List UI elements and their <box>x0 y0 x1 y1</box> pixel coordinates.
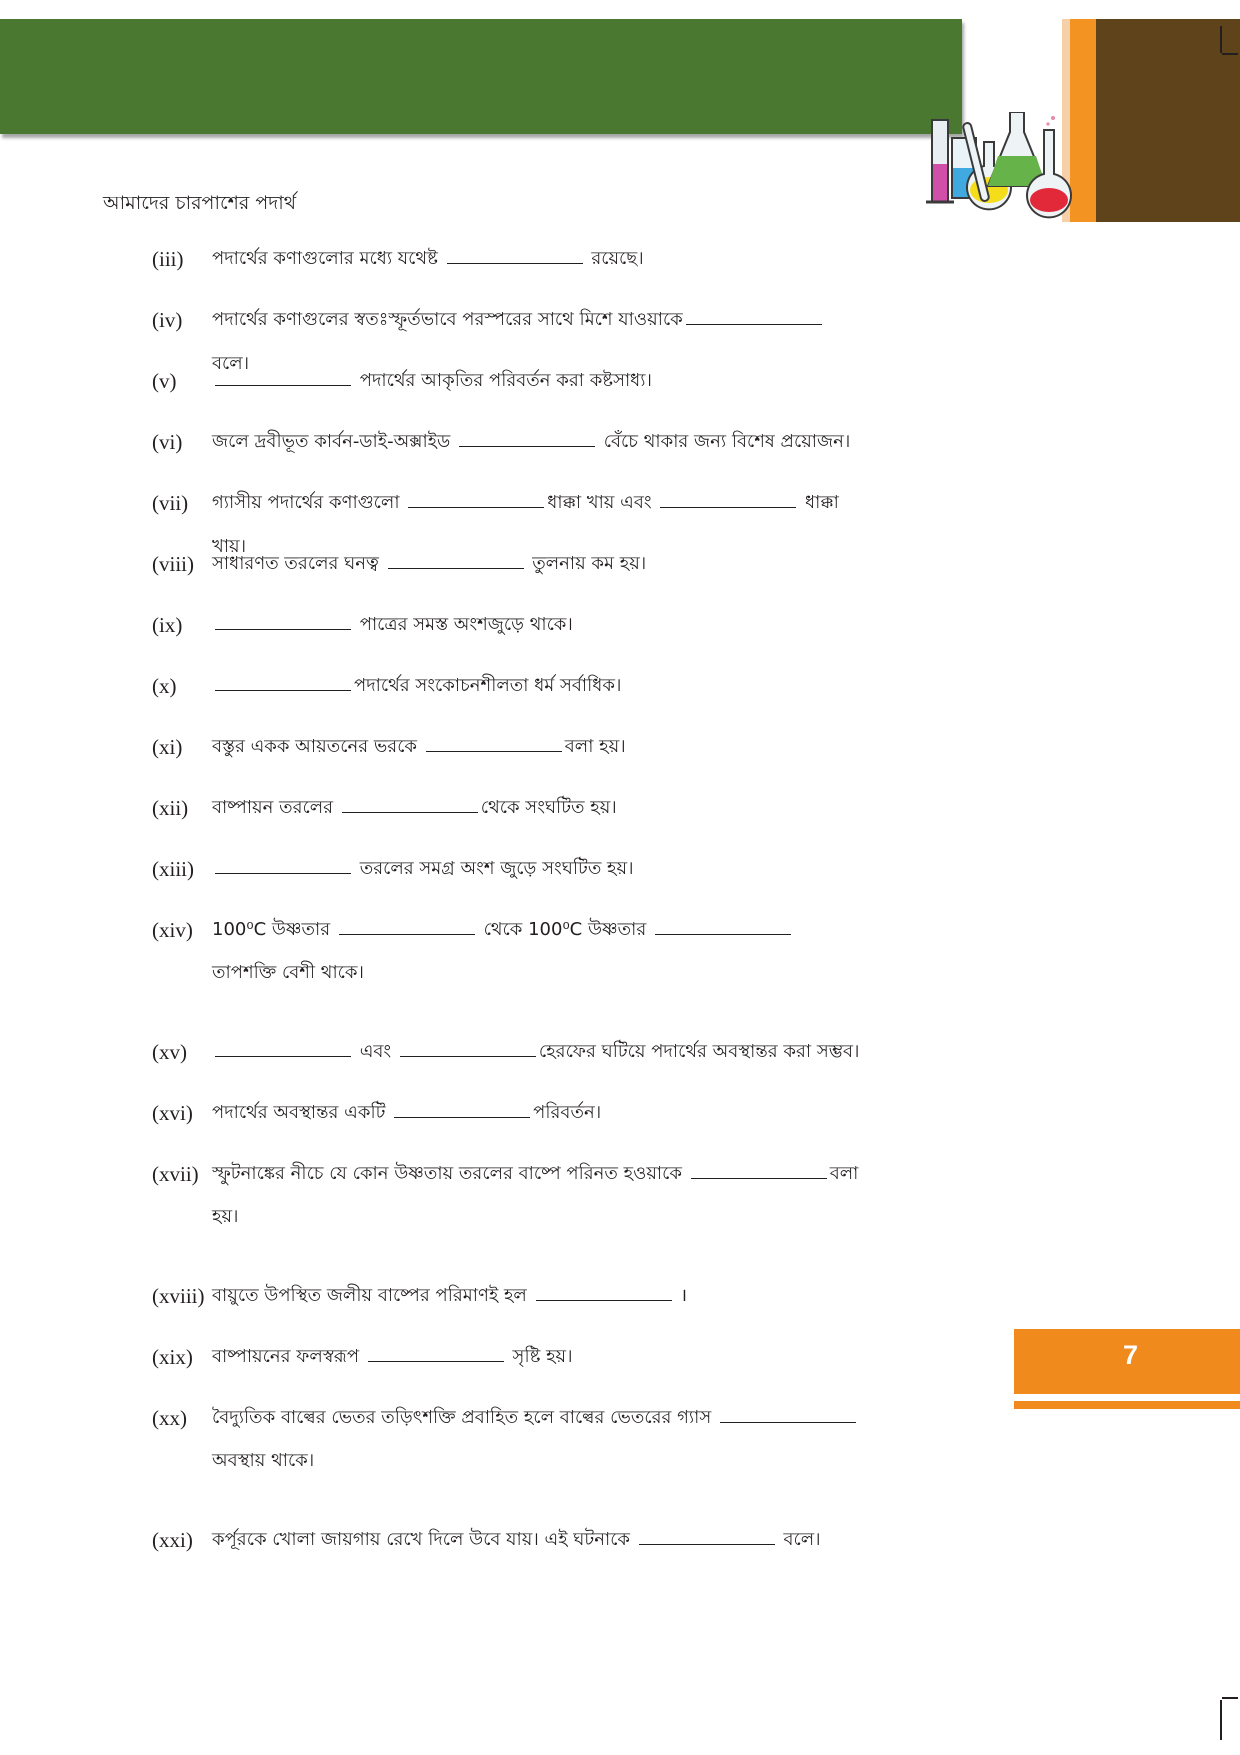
item-number: (iv) <box>152 308 183 332</box>
answer-blank <box>400 1040 536 1057</box>
item-number: (xvii) <box>152 1162 199 1186</box>
exercise-item <box>152 854 862 915</box>
header-green-band <box>0 19 962 134</box>
item-number: (v) <box>152 369 177 393</box>
answer-blank <box>408 491 544 508</box>
exercise-item <box>152 1403 865 1525</box>
exercise-item <box>152 1525 862 1586</box>
exercise-item <box>152 427 862 488</box>
crop-mark <box>1222 53 1238 55</box>
exercise-item <box>152 915 862 1037</box>
item-text: বৈদ্যুতিক বাল্বের ভেতর তড়িৎশক্তি প্রবাহিত হলে বাল্বের ভেতরের গ্যাস অবস্থায় থাকে। <box>212 1407 865 1471</box>
answer-blank <box>686 308 822 325</box>
exercise-item <box>152 1159 865 1281</box>
exercise-item <box>152 1037 862 1098</box>
item-text: পদার্থের কণাগুলের স্বতঃস্ফূর্তভাবে পরস্পরের সাথে মিশে যাওয়াকে বলে। <box>212 309 831 374</box>
item-number: (xvi) <box>152 1101 193 1125</box>
page-number-rule <box>1014 1401 1240 1409</box>
item-number: (xxi) <box>152 1528 193 1552</box>
answer-blank <box>215 1040 351 1057</box>
answer-blank <box>339 918 475 935</box>
item-number: (xv) <box>152 1040 187 1064</box>
answer-blank <box>394 1101 530 1118</box>
answer-blank <box>720 1406 856 1423</box>
item-text: পদার্থের কণাগুলোর মধ্যে যথেষ্ট রয়েছে। <box>212 248 644 269</box>
exercise-item <box>152 244 862 305</box>
answer-blank <box>655 918 791 935</box>
answer-blank <box>368 1345 504 1362</box>
exercise-item <box>152 305 862 374</box>
item-number: (xviii) <box>152 1284 205 1308</box>
item-text: বাষ্পায়ন তরলের থেকে সংঘটিত হয়। <box>212 797 617 818</box>
item-text: জলে দ্রবীভূত কার্বন-ডাই-অক্সাইড বেঁচে থাকার জন্য বিশেষ প্রয়োজন। <box>212 431 851 452</box>
item-text: পদার্থের অবস্থান্তর একটি পরিবর্তন। <box>212 1102 602 1123</box>
answer-blank <box>342 796 478 813</box>
exercise-item <box>152 732 862 793</box>
item-text: বাষ্পায়নের ফলস্বরূপ সৃষ্টি হয়। <box>212 1346 573 1367</box>
header-brown-panel <box>1096 19 1240 222</box>
item-text: সাধারণত তরলের ঘনত্ব তুলনায় কম হয়। <box>212 553 647 574</box>
answer-blank <box>215 674 351 691</box>
item-text: 100⁰C উষ্ণতার থেকে 100⁰C উষ্ণতার তাপশক্তি বেশী থাকে। <box>212 919 800 983</box>
item-text: পদার্থের সংকোচনশীলতা ধর্ম সর্বাধিক। <box>212 664 862 708</box>
answer-blank <box>459 430 595 447</box>
item-text: গ্যাসীয় পদার্থের কণাগুলো ধাক্কা খায় এবং ধাক্কা খায়। <box>212 492 845 557</box>
answer-blank <box>215 369 351 386</box>
crop-mark <box>1220 1700 1222 1740</box>
item-number: (xiv) <box>152 918 193 942</box>
page-number: 7 <box>1122 1340 1138 1370</box>
crop-mark <box>1220 26 1222 53</box>
answer-blank <box>426 735 562 752</box>
exercise-item <box>152 366 862 427</box>
lab-glassware-icon <box>922 112 1082 224</box>
item-text: বায়ুতে উপস্থিত জলীয় বাষ্পের পরিমাণই হল । <box>212 1285 688 1306</box>
answer-blank <box>388 552 524 569</box>
item-number: (vii) <box>152 491 189 515</box>
item-text: তরলের সমগ্র অংশ জুড়ে সংঘটিত হয়। <box>212 847 862 891</box>
exercise-item <box>152 793 862 854</box>
running-head: আমাদের চারপাশের পদার্থ <box>103 192 297 214</box>
exercise-list <box>152 244 865 1586</box>
item-text: এবং হেরফের ঘটিয়ে পদার্থের অবস্থান্তর করা সম্ভব। <box>212 1030 862 1074</box>
exercise-item <box>152 549 862 610</box>
item-number: (iii) <box>152 247 184 271</box>
item-number: (vi) <box>152 430 183 454</box>
answer-blank <box>447 247 583 264</box>
item-number: (ix) <box>152 613 183 637</box>
crop-mark <box>1222 1697 1238 1699</box>
item-text: পদার্থের আকৃতির পরিবর্তন করা কষ্টসাধ্য। <box>212 359 862 403</box>
item-number: (xiii) <box>152 857 194 881</box>
item-text: পাত্রের সমস্ত অংশজুড়ে থাকে। <box>212 603 862 647</box>
exercise-item <box>152 1281 862 1342</box>
exercise-item <box>152 610 862 671</box>
exercise-item <box>152 488 862 557</box>
exercise-item <box>152 671 862 732</box>
answer-blank <box>215 613 351 630</box>
item-number: (x) <box>152 674 177 698</box>
item-text: কর্পূরকে খোলা জায়গায় রেখে দিলে উবে যায়। এই ঘটনাকে বলে। <box>212 1529 821 1550</box>
exercise-item <box>152 1098 862 1159</box>
answer-blank <box>536 1284 672 1301</box>
item-text: স্ফুটনাঙ্কের নীচে যে কোন উষ্ণতায় তরলের বাষ্পে পরিনত হওয়াকে বলা হয়। <box>212 1163 865 1227</box>
answer-blank <box>215 857 351 874</box>
item-number: (xix) <box>152 1345 193 1369</box>
item-text: বস্তুর একক আয়তনের ভরকে বলা হয়। <box>212 736 626 757</box>
answer-blank <box>691 1162 827 1179</box>
item-number: (viii) <box>152 552 194 576</box>
item-number: (xx) <box>152 1406 187 1430</box>
exercise-item <box>152 1342 862 1403</box>
item-number: (xii) <box>152 796 189 820</box>
answer-blank <box>660 491 796 508</box>
item-number: (xi) <box>152 735 183 759</box>
answer-blank <box>639 1528 775 1545</box>
